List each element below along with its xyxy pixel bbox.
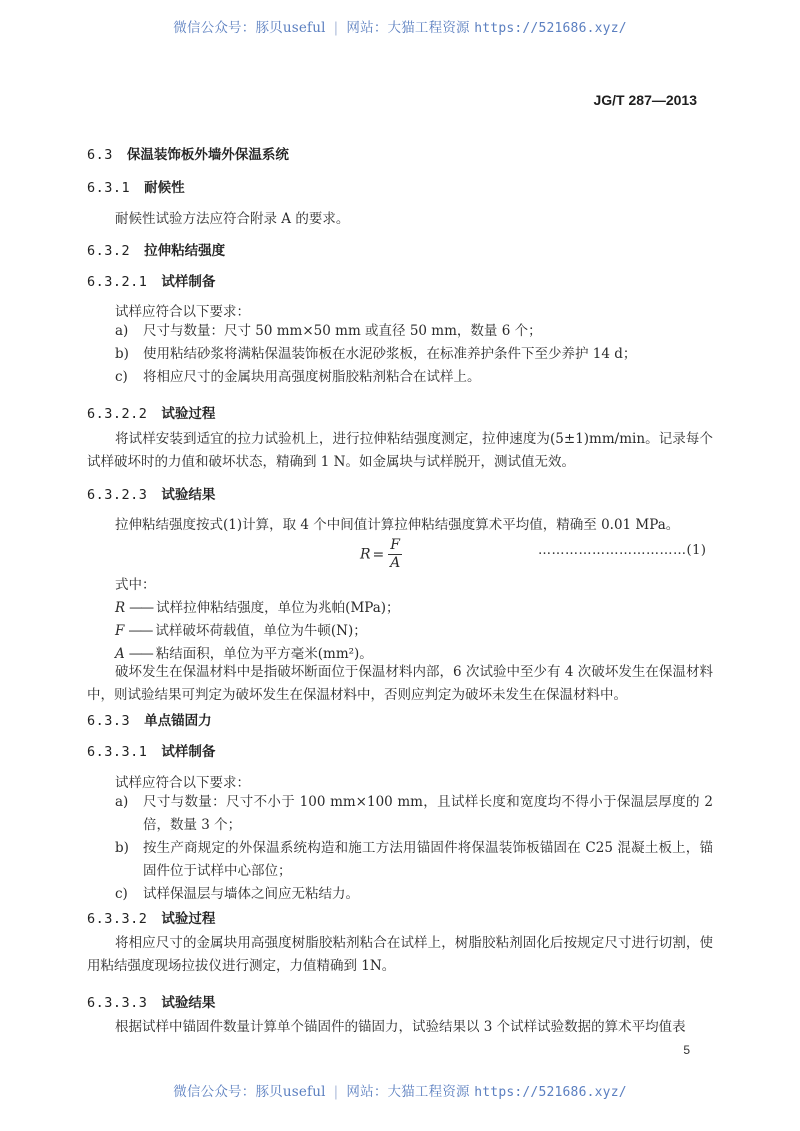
list-intro: 试样应符合以下要求： — [115, 304, 250, 320]
variable-definition: A —— 粘结面积，单位为平方毫米(mm²)。 — [115, 646, 373, 662]
list-item: a) 尺寸与数量：尺寸不小于 100 mm×100 mm，且试样长度和宽度均不得小于保温层厚度的 2 倍，数量 3 个； — [115, 794, 713, 833]
watermark-bottom — [0, 1080, 800, 1100]
section-heading-6-3-2: 6.3.2 拉伸粘结强度 — [87, 243, 226, 259]
watermark-site: 网站：大猫工程资源 — [346, 20, 470, 36]
list-item: a) 尺寸与数量：尺寸 50 mm×50 mm 或直径 50 mm，数量 6 个； — [115, 323, 542, 339]
paragraph: 根据试样中锚固件数量计算单个锚固件的锚固力，试验结果以 3 个试样试验数据的算术平均值表 — [115, 1019, 686, 1035]
section-heading-6-3-2-1: 6.3.2.1 试样制备 — [87, 274, 216, 290]
paragraph: 拉伸粘结强度按式(1)计算，取 4 个中间值计算拉伸粘结强度算术平均值，精确至 0.01 MPa。 — [115, 517, 680, 533]
paragraph: 耐候性试验方法应符合附录 A 的要求。 — [115, 211, 350, 227]
where-label: 式中： — [115, 577, 156, 593]
variable-definition: F —— 试样破坏荷载值，单位为牛顿(N)； — [115, 623, 367, 639]
fraction: $\frac{F}{A}$ — [390, 537, 401, 571]
section-heading-6-3-2-3: 6.3.2.3 试验结果 — [87, 487, 216, 503]
list-intro: 试样应符合以下要求： — [115, 775, 250, 791]
watermark-wechat: 微信公众号：豚贝useful — [173, 20, 326, 36]
watermark-wechat: 微信公众号：豚贝useful — [173, 1084, 326, 1100]
variable-definition: R —— 试样拉伸粘结强度，单位为兆帕(MPa)； — [115, 600, 400, 616]
section-heading-6-3: 6.3 保温装饰板外墙外保温系统 — [87, 147, 289, 163]
formula: R = $\frac{F}{A}$ — [360, 537, 401, 571]
list-item: c) 试样保温层与墙体之间应无粘结力。 — [115, 886, 359, 902]
watermark-url[interactable]: https://521686.xyz/ — [474, 21, 627, 36]
watermark-separator: | — [333, 1084, 339, 1100]
section-heading-6-3-3-2: 6.3.3.2 试验过程 — [87, 911, 216, 927]
standard-code: JG/T 287—2013 — [593, 92, 697, 108]
watermark-separator: | — [333, 20, 339, 36]
section-heading-6-3-2-2: 6.3.2.2 试验过程 — [87, 406, 216, 422]
watermark-url[interactable]: https://521686.xyz/ — [474, 1085, 627, 1100]
watermark-top — [0, 16, 800, 36]
list-item: c) 将相应尺寸的金属块用高强度树脂胶粘剂粘合在试样上。 — [115, 369, 481, 385]
list-item: b) 使用粘结砂浆将满粘保温装饰板在水泥砂浆板，在标准养护条件下至少养护 14 d； — [115, 346, 637, 362]
formula-number: ……………………………(1) — [538, 543, 707, 558]
paragraph: 将试样安装到适宜的拉力试验机上，进行拉伸粘结强度测定，拉伸速度为(5±1)mm/min。记录每个试样破坏时的力值和破坏状态，精确到 1 N。如金属块与试样脱开，测试值无效。 — [87, 431, 713, 470]
watermark-site: 网站：大猫工程资源 — [346, 1084, 470, 1100]
section-heading-6-3-3-1: 6.3.3.1 试样制备 — [87, 744, 216, 760]
paragraph: 破坏发生在保温材料中是指破坏断面位于保温材料内部，6 次试验中至少有 4 次破坏发生在保温材料中，则试验结果可判定为破坏发生在保温材料中，否则应判定为破坏未发生在保温材料中。 — [87, 664, 713, 703]
section-heading-6-3-1: 6.3.1 耐候性 — [87, 180, 185, 196]
page-number: 5 — [683, 1043, 690, 1057]
section-heading-6-3-3: 6.3.3 单点锚固力 — [87, 713, 212, 729]
section-heading-6-3-3-3: 6.3.3.3 试验结果 — [87, 995, 216, 1011]
list-item: b) 按生产商规定的外保温系统构造和施工方法用锚固件将保温装饰板锚固在 C25 混凝土板上，锚固件位于试样中心部位； — [115, 840, 713, 879]
paragraph: 将相应尺寸的金属块用高强度树脂胶粘剂粘合在试样上，树脂胶粘剂固化后按规定尺寸进行切割，使用粘结强度现场拉拔仪进行测定，力值精确到 1N。 — [87, 935, 713, 974]
